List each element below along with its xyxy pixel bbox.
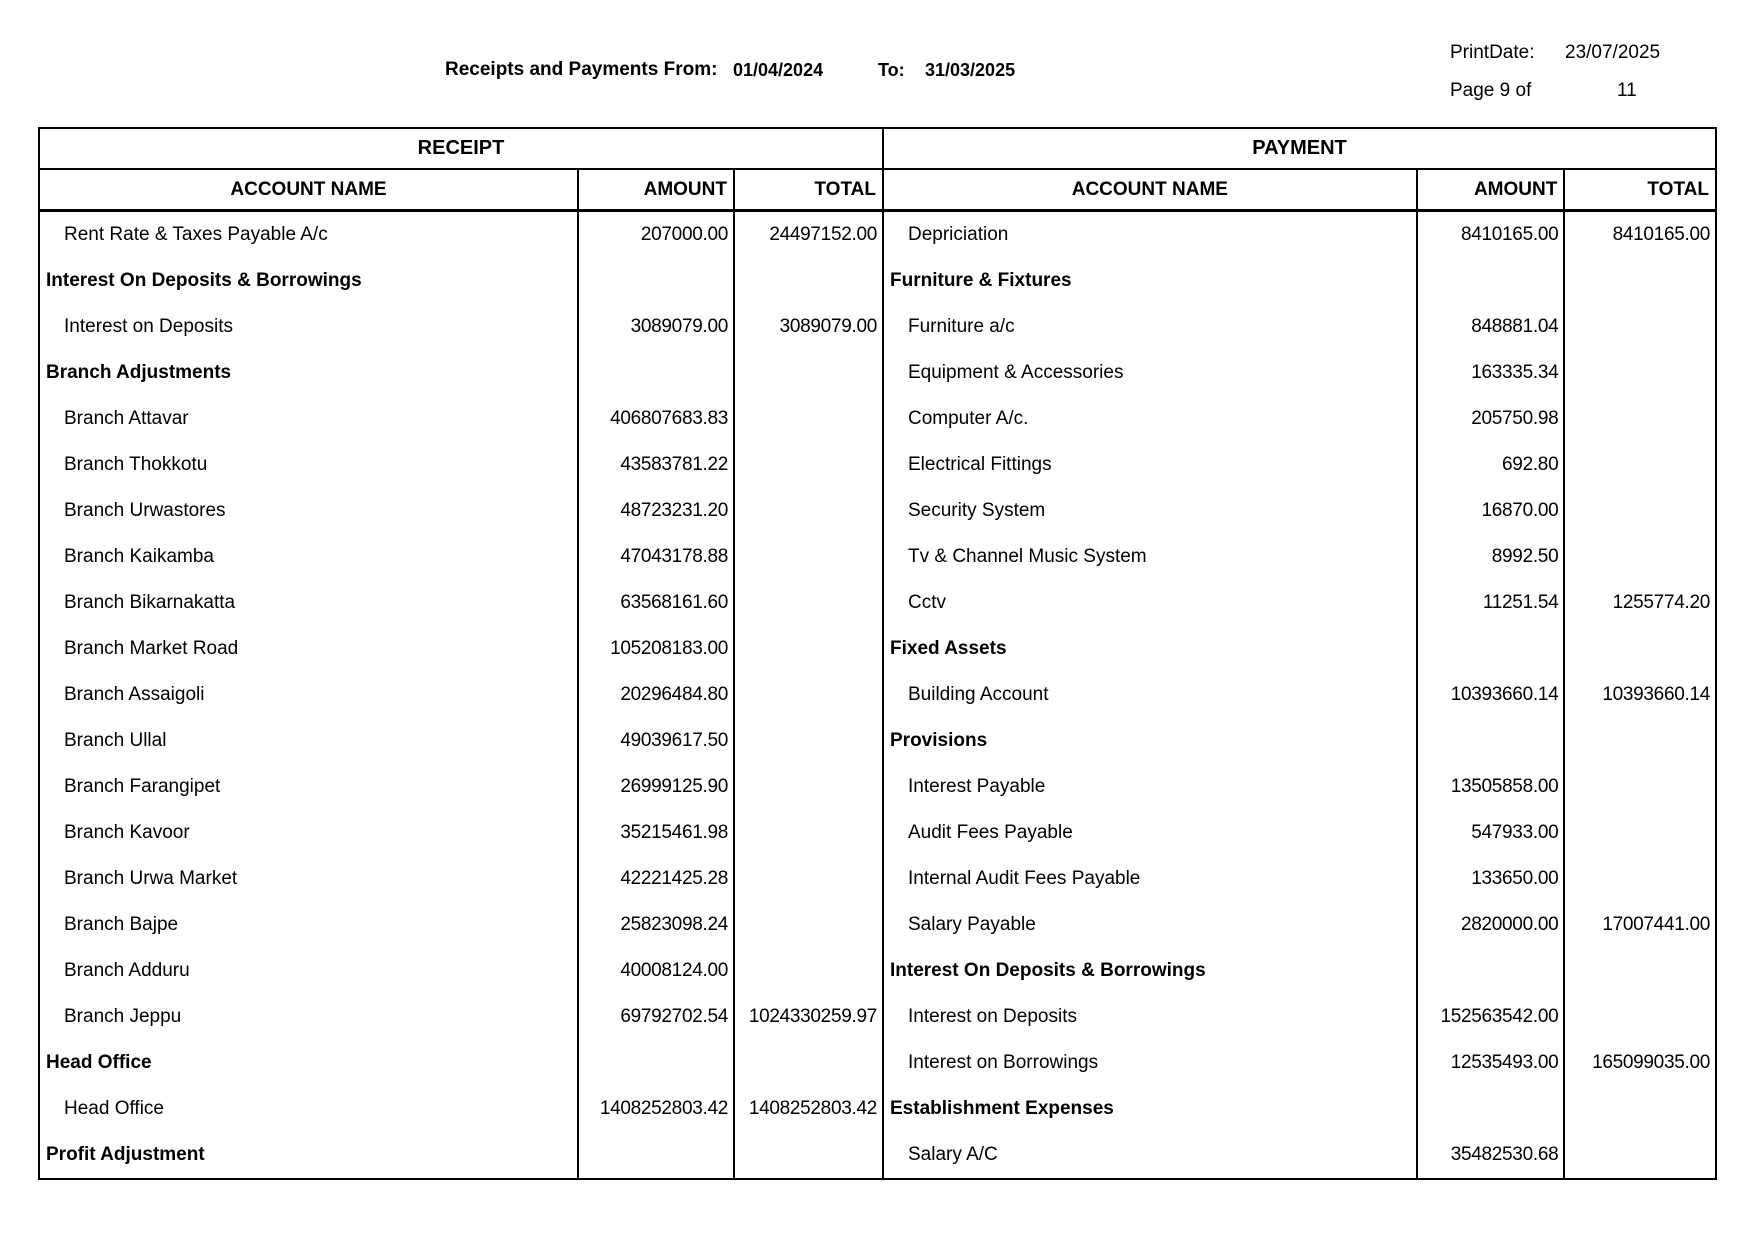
- report-title: Receipts and Payments From:: [445, 59, 718, 80]
- total-cell: [1563, 350, 1715, 396]
- table-row: [40, 580, 882, 626]
- table-row: [40, 350, 882, 396]
- amount-cell: [577, 258, 733, 304]
- table-row: [40, 534, 882, 580]
- account-name-cell: Profit Adjustment: [46, 1144, 205, 1165]
- account-name-cell: Branch Ullal: [64, 730, 167, 751]
- table-row: [40, 304, 882, 350]
- amount-cell: 10393660.14: [1416, 672, 1564, 718]
- account-name-cell: Branch Urwastores: [64, 500, 226, 521]
- table-row: [884, 488, 1715, 534]
- table-row: [884, 1132, 1715, 1178]
- account-name-cell: Interest on Borrowings: [908, 1052, 1099, 1073]
- amount-cell: [1416, 718, 1564, 764]
- receipt-table-body: [40, 212, 882, 1178]
- amount-cell: 43583781.22: [577, 442, 733, 488]
- account-name-cell: Branch Bikarnakatta: [64, 592, 236, 613]
- amount-cell: 8410165.00: [1416, 212, 1564, 258]
- account-name-cell: Security System: [908, 500, 1046, 521]
- account-name-cell: Branch Market Road: [64, 638, 239, 659]
- table-row: [40, 994, 882, 1040]
- amount-cell: [577, 1040, 733, 1086]
- page-total-value: 11: [1617, 80, 1637, 101]
- amount-cell: 406807683.83: [577, 396, 733, 442]
- printdate-value: 23/07/2025: [1565, 42, 1661, 63]
- total-cell: [733, 1040, 882, 1086]
- page-number-label: Page 9 of: [1450, 80, 1532, 101]
- table-row: [884, 534, 1715, 580]
- amount-cell: 26999125.90: [577, 764, 733, 810]
- account-name-cell: Branch Urwa Market: [64, 868, 238, 889]
- account-name-cell: Fixed Assets: [890, 638, 1007, 659]
- total-cell: [733, 350, 882, 396]
- account-name-cell: Branch Adduru: [64, 960, 190, 981]
- account-name-cell: Electrical Fittings: [908, 454, 1052, 475]
- account-name-cell: Establishment Expenses: [890, 1098, 1114, 1119]
- amount-cell: 11251.54: [1416, 580, 1564, 626]
- account-name-cell: Branch Kavoor: [64, 822, 190, 843]
- amount-cell: 40008124.00: [577, 948, 733, 994]
- total-cell: [1563, 810, 1715, 856]
- account-name-cell: Branch Adjustments: [46, 362, 232, 383]
- table-row: [884, 304, 1715, 350]
- account-name-cell: Branch Attavar: [64, 408, 189, 429]
- account-name-cell: Head Office: [64, 1098, 164, 1119]
- total-cell: [733, 488, 882, 534]
- table-row: [884, 810, 1715, 856]
- account-name-cell: Depriciation: [908, 224, 1009, 245]
- amount-cell: 848881.04: [1416, 304, 1564, 350]
- receipt-column-headers: [40, 170, 882, 212]
- table-row: [40, 902, 882, 948]
- table-row: [40, 764, 882, 810]
- amount-cell: 35215461.98: [577, 810, 733, 856]
- receipt-section: [40, 129, 882, 1178]
- table-row: [40, 672, 882, 718]
- account-name-cell: Interest On Deposits & Borrowings: [890, 960, 1206, 981]
- total-cell: [1563, 718, 1715, 764]
- total-cell: 1408252803.42: [733, 1086, 882, 1132]
- account-name-cell: Interest Payable: [908, 776, 1046, 797]
- total-cell: [1563, 488, 1715, 534]
- amount-cell: 2820000.00: [1416, 902, 1564, 948]
- table-row: [884, 672, 1715, 718]
- total-cell: [733, 396, 882, 442]
- amount-cell: 1408252803.42: [577, 1086, 733, 1132]
- amount-cell: [1416, 626, 1564, 672]
- total-cell: [733, 672, 882, 718]
- account-name-cell: Branch Thokkotu: [64, 454, 208, 475]
- total-cell: 3089079.00: [733, 304, 882, 350]
- amount-cell: 547933.00: [1416, 810, 1564, 856]
- total-cell: [1563, 994, 1715, 1040]
- total-cell: 1024330259.97: [733, 994, 882, 1040]
- total-cell: [1563, 1132, 1715, 1178]
- total-cell: 17007441.00: [1563, 902, 1715, 948]
- amount-cell: 3089079.00: [577, 304, 733, 350]
- total-cell: 24497152.00: [733, 212, 882, 258]
- account-name-cell: Computer A/c.: [908, 408, 1029, 429]
- total-cell: 165099035.00: [1563, 1040, 1715, 1086]
- to-date: 31/03/2025: [925, 60, 1016, 80]
- col-header-amount: AMOUNT: [1416, 170, 1564, 209]
- amount-cell: 105208183.00: [577, 626, 733, 672]
- total-cell: [733, 902, 882, 948]
- total-cell: [1563, 1086, 1715, 1132]
- table-row: [40, 810, 882, 856]
- table-row: [884, 212, 1715, 258]
- payment-section-header: PAYMENT: [884, 129, 1715, 170]
- amount-cell: 16870.00: [1416, 488, 1564, 534]
- table-row: [40, 626, 882, 672]
- account-name-cell: Interest On Deposits & Borrowings: [46, 270, 362, 291]
- table-row: [884, 994, 1715, 1040]
- to-label: To:: [878, 60, 905, 80]
- total-cell: [733, 580, 882, 626]
- table-row: [884, 902, 1715, 948]
- amount-cell: 42221425.28: [577, 856, 733, 902]
- account-name-cell: Internal Audit Fees Payable: [908, 868, 1141, 889]
- table-row: [884, 856, 1715, 902]
- table-row: [40, 258, 882, 304]
- total-cell: [1563, 442, 1715, 488]
- amount-cell: [577, 1132, 733, 1178]
- amount-cell: 12535493.00: [1416, 1040, 1564, 1086]
- printdate-label: PrintDate:: [1450, 42, 1535, 63]
- table-row: [884, 948, 1715, 994]
- total-cell: [1563, 626, 1715, 672]
- amount-cell: 25823098.24: [577, 902, 733, 948]
- table-row: [40, 856, 882, 902]
- payment-table-body: [884, 212, 1715, 1178]
- amount-cell: 47043178.88: [577, 534, 733, 580]
- account-name-cell: Furniture & Fixtures: [890, 270, 1072, 291]
- account-name-cell: Salary Payable: [908, 914, 1036, 935]
- table-row: [884, 1040, 1715, 1086]
- table-row: [40, 1040, 882, 1086]
- table-row: [884, 626, 1715, 672]
- table-row: [40, 212, 882, 258]
- amount-cell: 49039617.50: [577, 718, 733, 764]
- table-row: [884, 258, 1715, 304]
- amount-cell: 205750.98: [1416, 396, 1564, 442]
- payment-column-headers: [884, 170, 1715, 212]
- total-cell: [1563, 948, 1715, 994]
- amount-cell: 13505858.00: [1416, 764, 1564, 810]
- col-header-account-name: ACCOUNT NAME: [1071, 178, 1228, 200]
- total-cell: [733, 810, 882, 856]
- account-name-cell: Branch Bajpe: [64, 914, 179, 935]
- total-cell: [733, 718, 882, 764]
- account-name-cell: Tv & Channel Music System: [908, 546, 1147, 567]
- total-cell: [1563, 764, 1715, 810]
- amount-cell: 207000.00: [577, 212, 733, 258]
- amount-cell: 163335.34: [1416, 350, 1564, 396]
- amount-cell: 48723231.20: [577, 488, 733, 534]
- account-name-cell: Branch Jeppu: [64, 1006, 182, 1027]
- account-name-cell: Head Office: [46, 1052, 152, 1073]
- account-name-cell: Interest on Deposits: [64, 316, 233, 337]
- table-row: [884, 580, 1715, 626]
- amount-cell: [577, 350, 733, 396]
- amount-cell: 63568161.60: [577, 580, 733, 626]
- account-name-cell: Branch Farangipet: [64, 776, 221, 797]
- account-name-cell: Rent Rate & Taxes Payable A/c: [64, 224, 328, 245]
- table-row: [884, 396, 1715, 442]
- amount-cell: [1416, 258, 1564, 304]
- col-header-total: TOTAL: [1563, 170, 1715, 209]
- account-name-cell: Interest on Deposits: [908, 1006, 1077, 1027]
- total-cell: [733, 856, 882, 902]
- col-header-account-name: ACCOUNT NAME: [230, 178, 387, 200]
- total-cell: [1563, 396, 1715, 442]
- total-cell: [733, 626, 882, 672]
- total-cell: 8410165.00: [1563, 212, 1715, 258]
- amount-cell: 35482530.68: [1416, 1132, 1564, 1178]
- account-name-cell: Building Account: [908, 684, 1049, 705]
- account-name-cell: Branch Assaigoli: [64, 684, 205, 705]
- total-cell: [1563, 856, 1715, 902]
- amount-cell: 69792702.54: [577, 994, 733, 1040]
- amount-cell: 133650.00: [1416, 856, 1564, 902]
- amount-cell: [1416, 1086, 1564, 1132]
- col-header-total: TOTAL: [733, 170, 882, 209]
- table-row: [40, 718, 882, 764]
- account-name-cell: Salary A/C: [908, 1144, 998, 1165]
- total-cell: [1563, 258, 1715, 304]
- table-row: [40, 488, 882, 534]
- amount-cell: 20296484.80: [577, 672, 733, 718]
- col-header-amount: AMOUNT: [577, 170, 733, 209]
- total-cell: [733, 442, 882, 488]
- total-cell: [733, 534, 882, 580]
- table-row: [884, 718, 1715, 764]
- total-cell: [733, 258, 882, 304]
- total-cell: [733, 1132, 882, 1178]
- total-cell: 1255774.20: [1563, 580, 1715, 626]
- account-name-cell: Provisions: [890, 730, 988, 751]
- account-name-cell: Cctv: [908, 592, 946, 613]
- account-name-cell: Branch Kaikamba: [64, 546, 214, 567]
- table-row: [40, 1086, 882, 1132]
- table-row: [40, 948, 882, 994]
- table-row: [884, 442, 1715, 488]
- amount-cell: 8992.50: [1416, 534, 1564, 580]
- receipt-section-header: RECEIPT: [40, 129, 882, 170]
- table-row: [884, 764, 1715, 810]
- payment-section: [882, 129, 1715, 1178]
- account-name-cell: Furniture a/c: [908, 316, 1015, 337]
- amount-cell: 152563542.00: [1416, 994, 1564, 1040]
- table-row: [40, 1132, 882, 1178]
- receipts-payments-table: [38, 127, 1717, 1180]
- table-row: [40, 442, 882, 488]
- total-cell: 10393660.14: [1563, 672, 1715, 718]
- total-cell: [733, 764, 882, 810]
- amount-cell: 692.80: [1416, 442, 1564, 488]
- total-cell: [1563, 534, 1715, 580]
- from-date: 01/04/2024: [733, 60, 824, 80]
- table-row: [40, 396, 882, 442]
- total-cell: [1563, 304, 1715, 350]
- account-name-cell: Audit Fees Payable: [908, 822, 1073, 843]
- table-row: [884, 350, 1715, 396]
- account-name-cell: Equipment & Accessories: [908, 362, 1124, 383]
- total-cell: [733, 948, 882, 994]
- table-row: [884, 1086, 1715, 1132]
- amount-cell: [1416, 948, 1564, 994]
